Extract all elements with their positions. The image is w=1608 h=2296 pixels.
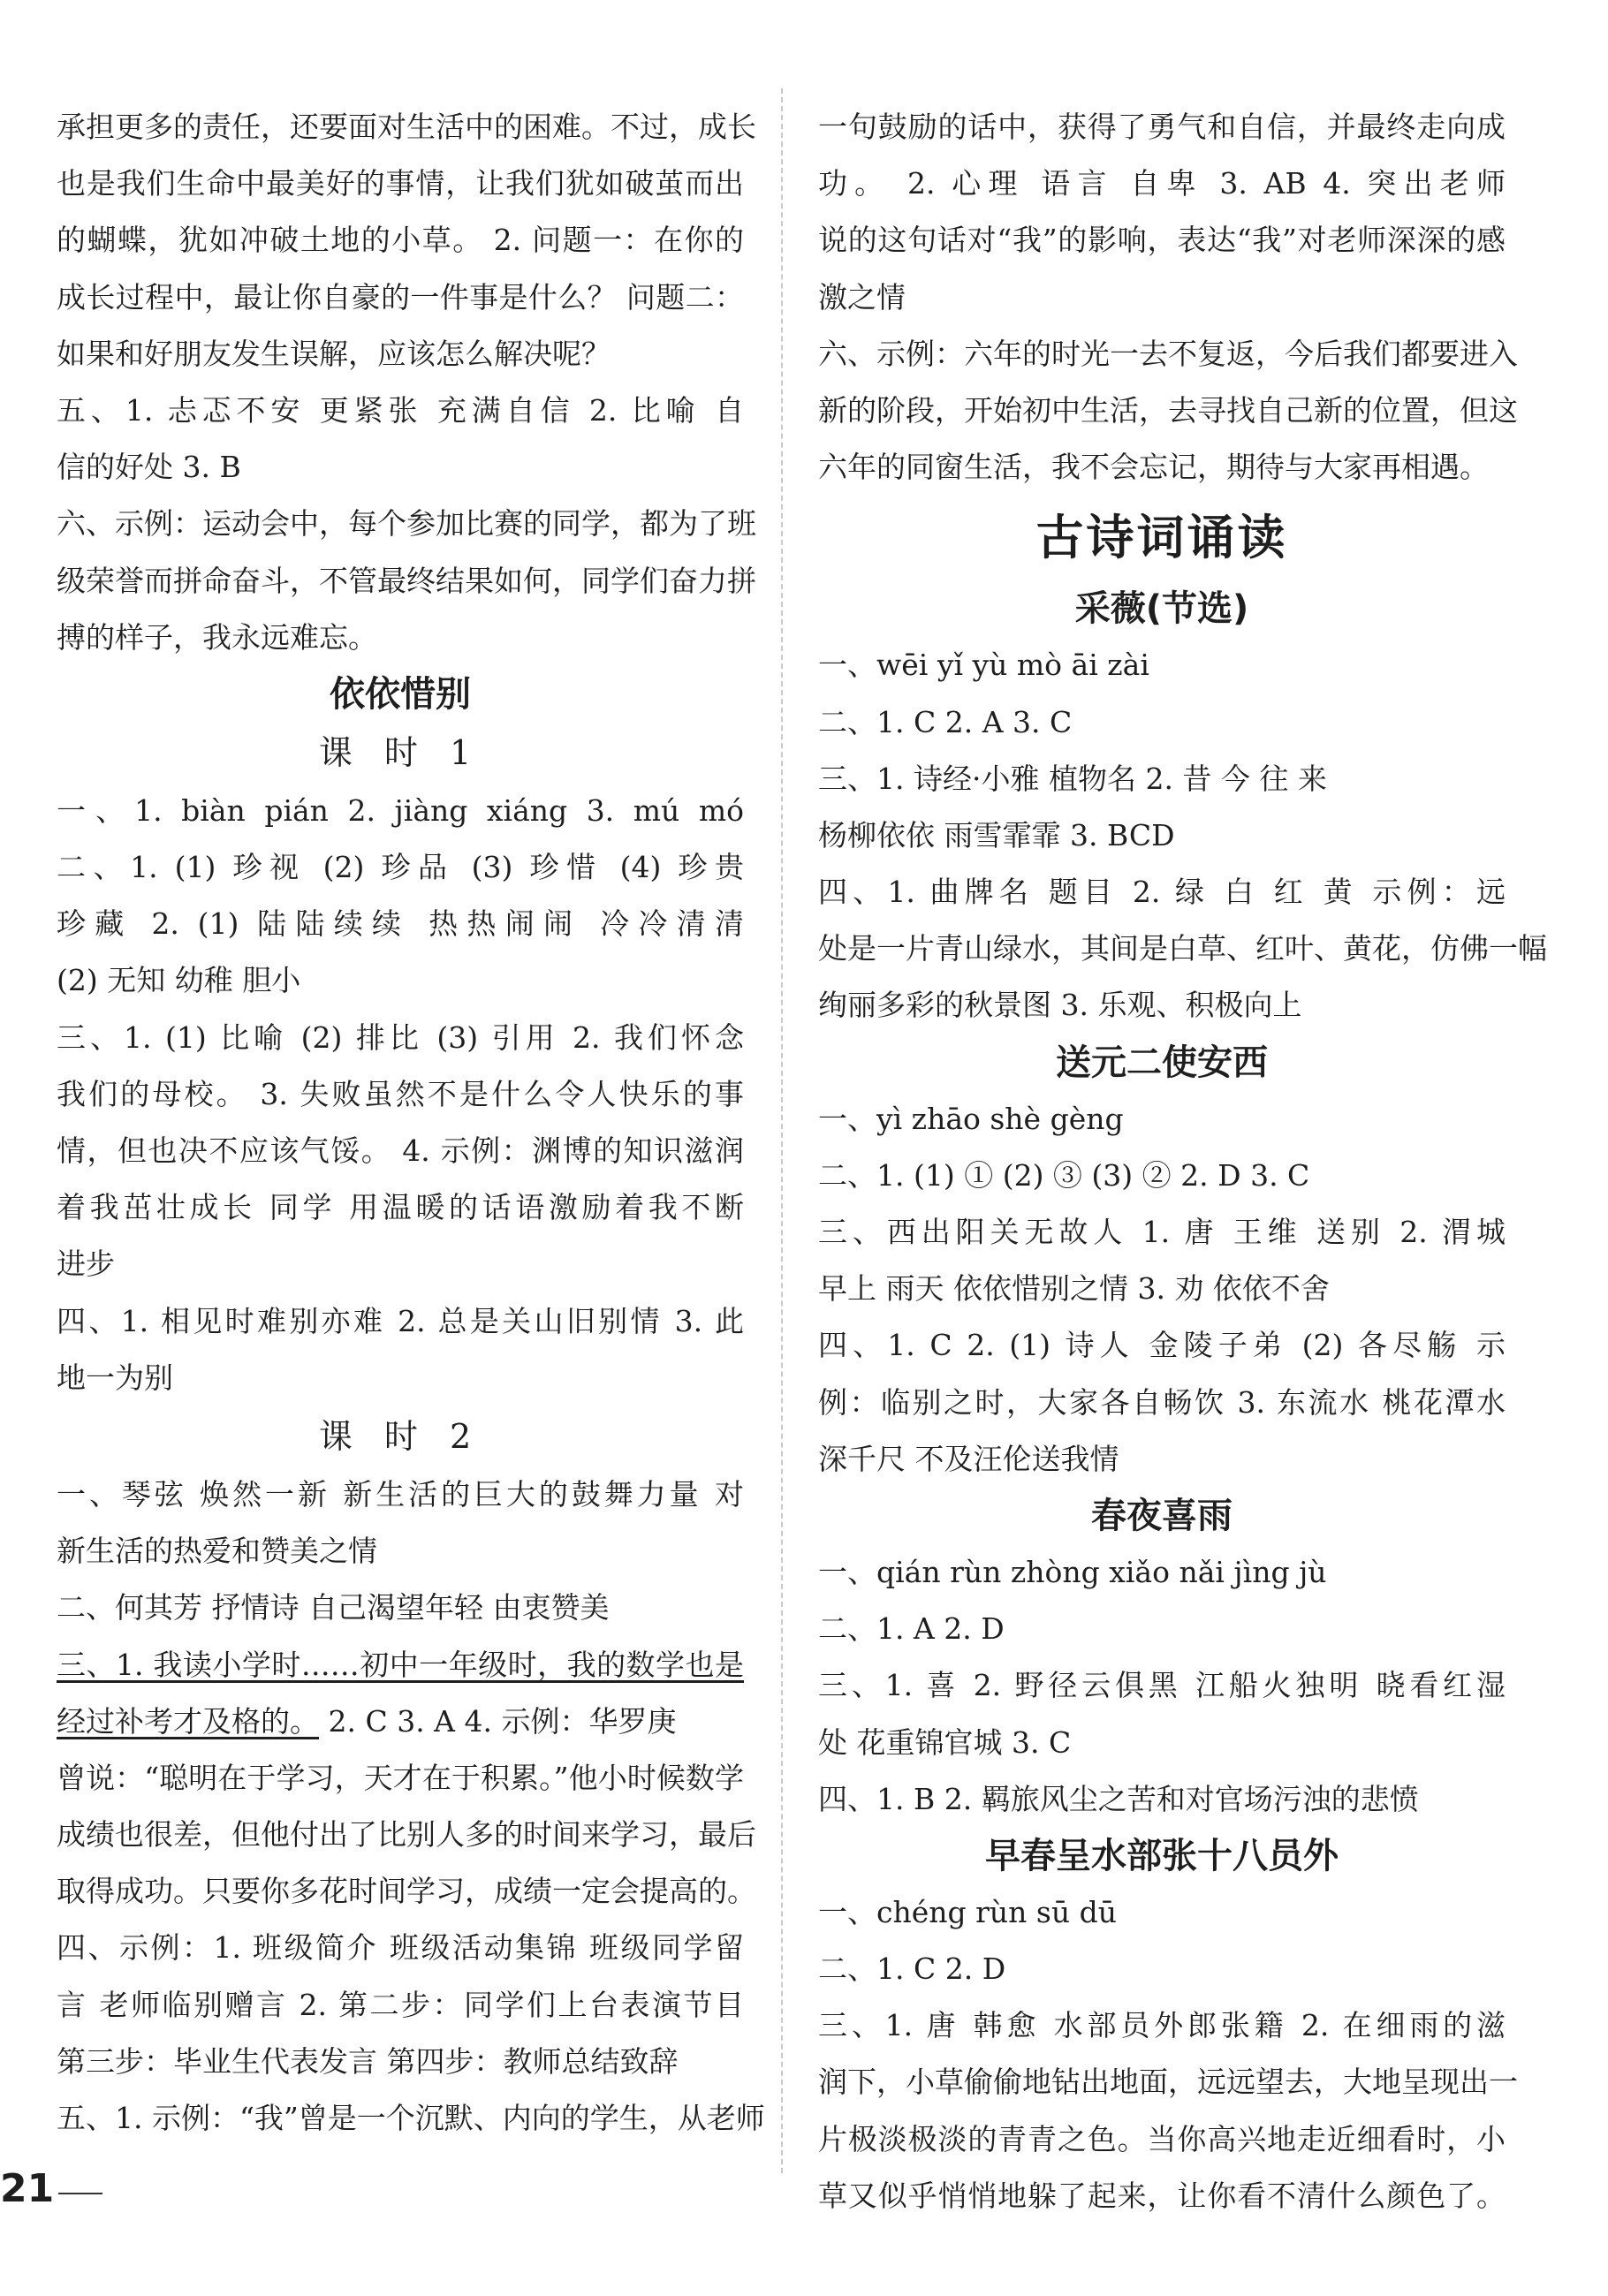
poem-title: 采薇(节选) xyxy=(1074,588,1249,630)
text-line: 也是我们生命中最美好的事情，让我们犹如破茧而出 xyxy=(57,166,744,201)
text-line: 新的阶段，开始初中生活，去寻找自己新的位置，但这 xyxy=(818,392,1518,428)
text-line: 四、1. 曲牌名 题目 2. 绿 白 红 黄 示例：远 xyxy=(818,875,1506,910)
underlined-answer-line: 三、1. 我读小学时……初中一年级时，我的数学也是 xyxy=(57,1647,744,1682)
text-line: 说的这句话对“我”的影响，表达“我”对老师深深的感 xyxy=(818,223,1506,258)
text-line: 六年的同窗生活，我不会忘记，期待与大家再相遇。 xyxy=(818,450,1489,485)
text-line: 五、1. 忐忑不安 更紧张 充满自信 2. 比喻 自 xyxy=(57,392,744,428)
text-line: 二、1. (1) ① (2) ③ (3) ② 2. D 3. C xyxy=(818,1157,1310,1193)
page-number-rule xyxy=(58,2193,102,2194)
underlined-answer: 经过补考才及格的。 xyxy=(57,1703,319,1739)
poem-2-answers xyxy=(818,1091,1506,1488)
text-line: 草又似乎悄悄地躲了起来，让你看不清什么颜色了。 xyxy=(818,2178,1506,2213)
text-line: 曾说：“聪明在于学习，天才在于积累。”他小时候数学 xyxy=(57,1760,744,1795)
text-line: 二、1. A 2. D xyxy=(818,1611,1005,1647)
text-line: 成长过程中，最让你自豪的一件事是什么？ 问题二： xyxy=(57,279,744,314)
text-line: 激之情 xyxy=(818,279,906,314)
poem-title: 春夜喜雨 xyxy=(1091,1495,1233,1536)
lesson-2-answers xyxy=(57,1466,765,2147)
text-line: 润下，小草偷偷地钻出地面，远远望去，大地呈现出一 xyxy=(818,2065,1518,2100)
text-line: 四、1. C 2. (1) 诗人 金陵子弟 (2) 各尽觞 示 xyxy=(818,1328,1506,1363)
text-line: (2) 无知 幼稚 胆小 xyxy=(57,963,301,998)
text-line: 一、1. biàn pián 2. jiàng xiáng 3. mú mó xyxy=(57,792,744,828)
text-line: 六、示例：六年的时光一去不复返，今后我们都要进入 xyxy=(818,336,1518,371)
text-line: 三、1. 唐 韩愈 水部员外郎张籍 2. 在细雨的滋 xyxy=(818,2008,1506,2043)
left-column xyxy=(57,99,765,2147)
text-line: 承担更多的责任，还要面对生活中的困难。不过，成长 xyxy=(57,110,756,144)
text-line: 我们的母校。 3. 失败虽然不是什么令人快乐的事 xyxy=(57,1076,744,1111)
section-title-main: 古诗词诵读 xyxy=(1035,510,1288,566)
text-line: 三、1. (1) 比喻 (2) 排比 (3) 引用 2. 我们怀念 xyxy=(57,1019,744,1055)
text-line: 处是一片青山绿水，其间是白草、红叶、黄花，仿佛一幅 xyxy=(818,931,1547,966)
text-line: 一、yì zhāo shè gèng xyxy=(818,1101,1124,1136)
text-line: 珍藏 2. (1) 陆陆续续 热热闹闹 冷冷清清 xyxy=(57,906,744,942)
poem-title: 早春呈水部张十八员外 xyxy=(985,1835,1339,1876)
text-line: 四、1. 相见时难别亦难 2. 总是关山旧别情 3. 此 xyxy=(57,1303,744,1338)
text-line: 新生活的热爱和赞美之情 xyxy=(57,1534,377,1569)
text-line: 深千尺 不及汪伦送我情 xyxy=(818,1441,1119,1476)
text-line: 例：临别之时，大家各自畅饮 3. 东流水 桃花潭水 xyxy=(818,1384,1506,1420)
poem-1-answers xyxy=(818,637,1547,1034)
answer-text: 2. C 3. A 4. 示例：华罗庚 xyxy=(319,1703,677,1739)
text-line: 成绩也很差，但他付出了比别人多的时间来学习，最后 xyxy=(57,1817,756,1853)
text-line: 三、西出阳关无故人 1. 唐 王维 送别 2. 渭城 xyxy=(818,1215,1506,1249)
text-line: 一、wēi yǐ yù mò āi zài xyxy=(818,648,1149,683)
text-line: 二、1. C 2. A 3. C xyxy=(818,704,1073,739)
text-line: 一句鼓励的话中，获得了勇气和自信，并最终走向成 xyxy=(818,110,1506,144)
text-line: 三、1. 喜 2. 野径云俱黑 江船火独明 晓看红湿 xyxy=(818,1668,1506,1703)
text-line: 二、1. (1) 珍视 (2) 珍品 (3) 珍惜 (4) 珍贵 xyxy=(57,850,744,885)
text-line: 五、1. 示例：“我”曾是一个沉默、内向的学生，从老师 xyxy=(57,2101,765,2135)
right-continued-answers xyxy=(818,99,1518,496)
section-title: 依依惜别 xyxy=(330,673,471,715)
text-line: 功。 2. 心理 语言 自卑 3. AB 4. 突出老师 xyxy=(818,166,1506,201)
lesson-heading: 课 时 1 xyxy=(318,732,482,772)
text-line: 着我茁壮成长 同学 用温暖的话语激励着我不断 xyxy=(57,1190,744,1225)
text-line: 信的好处 3. B xyxy=(57,450,241,485)
text-line: 六、示例：运动会中，每个参加比赛的同学，都为了班 xyxy=(57,506,756,542)
text-line: 进步 xyxy=(57,1247,115,1282)
poem-title: 送元二使安西 xyxy=(1056,1042,1268,1083)
text-line: 处 花重锦官城 3. C xyxy=(818,1724,1072,1760)
text-line: 情，但也决不应该气馁。 4. 示例：渊博的知识滋润 xyxy=(57,1133,744,1168)
lesson-1-answers xyxy=(57,783,744,1406)
poem-3-answers xyxy=(818,1544,1506,1828)
text-line: 三、1. 诗经·小雅 植物名 2. 昔 今 往 来 xyxy=(818,761,1327,796)
text-line xyxy=(57,1694,744,1750)
text-line: 的蝴蝶，犹如冲破土地的小草。 2. 问题一：在你的 xyxy=(57,223,744,258)
text-line: 绚丽多彩的秋景图 3. 乐观、积极向上 xyxy=(818,988,1302,1023)
text-line: 搏的样子，我永远难忘。 xyxy=(57,619,377,655)
column-divider xyxy=(781,88,783,2173)
text-line: 级荣誉而拼命奋斗，不管最终结果如何，同学们奋力拼 xyxy=(57,563,756,598)
page-number: 21 xyxy=(0,2166,55,2211)
text-line: 四、1. B 2. 羁旅风尘之苦和对官场污浊的悲愤 xyxy=(818,1781,1419,1816)
poem-4-answers xyxy=(818,1884,1518,2224)
text-line: 一、qián rùn zhòng xiǎo nǎi jìng jù xyxy=(818,1554,1327,1589)
text-line: 二、何其芳 抒情诗 自己渴望年轻 由衷赞美 xyxy=(57,1590,610,1625)
text-line: 早上 雨天 依依惜别之情 3. 劝 依依不舍 xyxy=(818,1271,1330,1307)
text-line: 第三步：毕业生代表发言 第四步：教师总结致辞 xyxy=(57,2043,679,2079)
text-line: 四、示例：1. 班级简介 班级活动集锦 班级同学留 xyxy=(57,1930,744,1966)
text-line: 取得成功。只要你多花时间学习，成绩一定会提高的。 xyxy=(57,1874,756,1909)
right-column xyxy=(818,99,1547,2224)
left-continued-answers xyxy=(57,99,756,666)
text-line: 二、1. C 2. D xyxy=(818,1951,1006,1987)
text-line: 如果和好朋友发生误解，应该怎么解决呢？ xyxy=(57,336,611,371)
lesson-heading: 课 时 2 xyxy=(318,1416,482,1456)
text-line: 片极淡极淡的青青之色。当你高兴地走近细看时，小 xyxy=(818,2121,1506,2156)
text-line: 言 老师临别赠言 2. 第二步：同学们上台表演节目 xyxy=(57,1987,744,2022)
text-line: 一、chéng rùn sū dū xyxy=(818,1894,1117,1929)
text-line: 地一为别 xyxy=(57,1360,173,1395)
text-line: 一、琴弦 焕然一新 新生活的巨大的鼓舞力量 对 xyxy=(57,1476,744,1512)
text-line: 杨柳依依 雨雪霏霏 3. BCD xyxy=(818,817,1175,852)
